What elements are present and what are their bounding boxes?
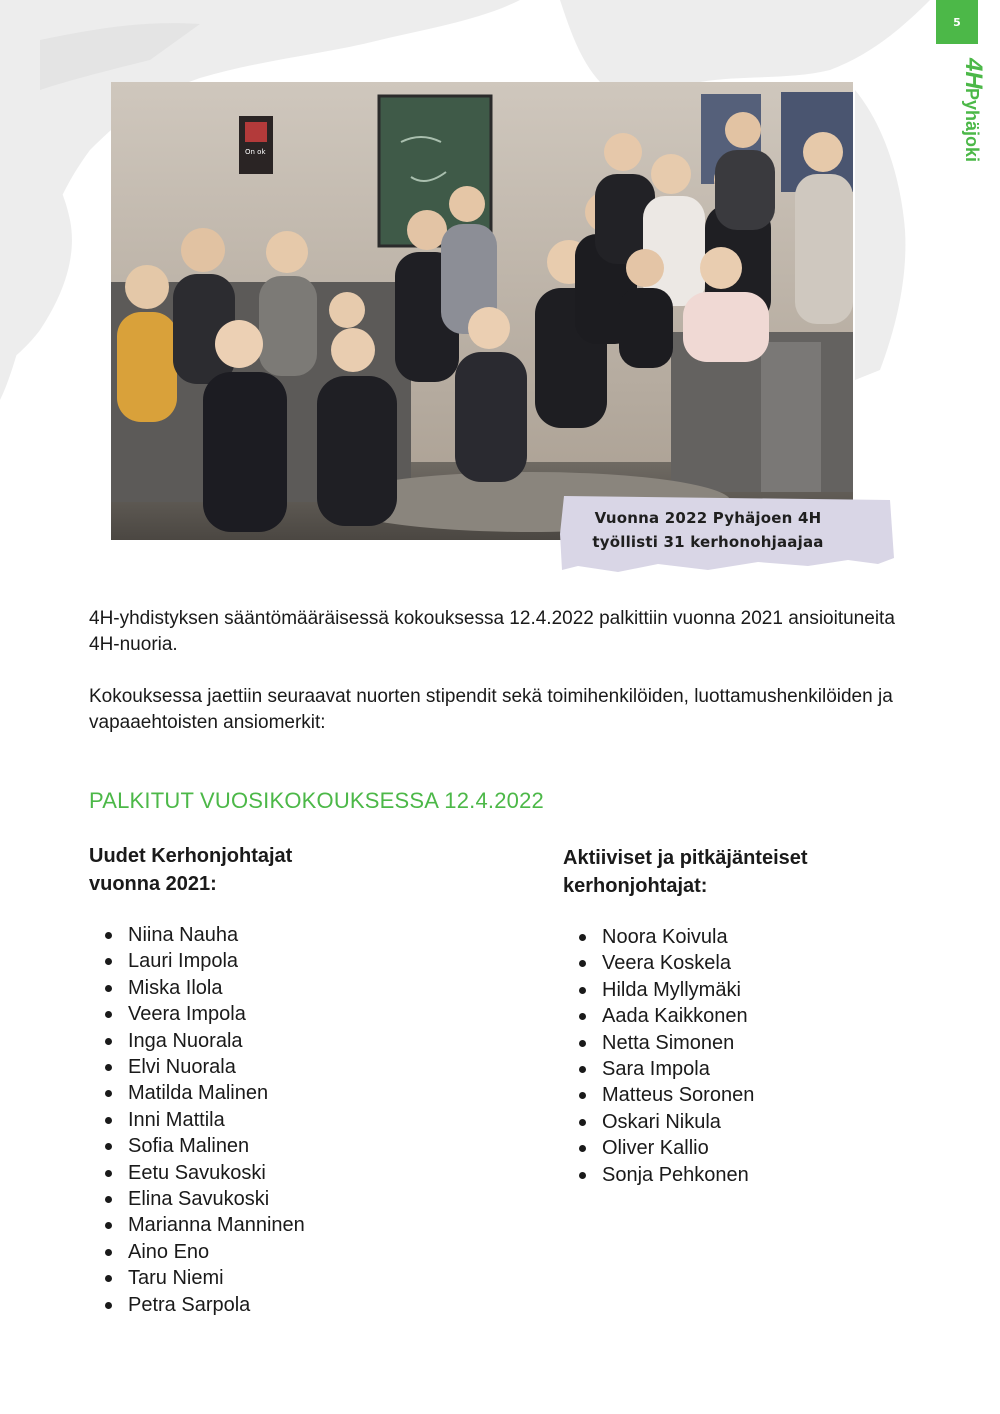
brand-name: Pyhäjoki: [962, 88, 982, 163]
list-item-name: Sonja Pehkonen: [602, 1163, 749, 1186]
list-item: [563, 977, 754, 1003]
bullet-icon: [105, 1249, 112, 1256]
list-item: [89, 922, 305, 948]
bullet-icon: [579, 934, 586, 941]
bullet-icon: [105, 958, 112, 965]
list-item-name: Miska Ilola: [128, 976, 223, 999]
bullet-icon: [105, 932, 112, 939]
bullet-icon: [105, 985, 112, 992]
list-item-name: Veera Koskela: [602, 952, 731, 975]
intro-text: [89, 606, 929, 762]
list-item: [89, 1265, 305, 1291]
list-item: [563, 1082, 754, 1108]
active-club-leaders-heading-line-1: Aktiiviset ja pitkäjänteiset: [563, 847, 808, 869]
active-club-leaders-heading-line-2: kerhonjohtajat:: [563, 875, 708, 897]
brand-logo: [930, 58, 987, 188]
list-item-name: Aada Kaikkonen: [602, 1005, 748, 1028]
bullet-icon: [579, 1013, 586, 1020]
list-item: [563, 950, 754, 976]
list-item-name: Eetu Savukoski: [128, 1161, 266, 1184]
list-item: [89, 975, 305, 1001]
list-item-name: Lauri Impola: [128, 950, 239, 973]
list-item-name: Noora Koivula: [602, 926, 728, 948]
list-item: [89, 1054, 305, 1080]
list-item-name: Elina Savukoski: [128, 1188, 270, 1211]
caption-line-2: työllisti 31 kerhonohjaajaa: [592, 533, 824, 551]
list-item: [89, 1239, 305, 1265]
list-item-name: Matteus Soronen: [602, 1084, 755, 1107]
bullet-icon: [579, 987, 586, 994]
new-club-leaders-column: [89, 842, 509, 1316]
list-item-name: Inni Mattila: [128, 1108, 225, 1131]
caption-line-1: Vuonna 2022 Pyhäjoen 4H: [594, 509, 822, 527]
new-club-leaders-heading: [89, 842, 509, 898]
bullet-icon: [579, 1040, 586, 1047]
list-item-name: Elvi Nuorala: [128, 1056, 236, 1079]
list-item-name: Sofia Malinen: [128, 1135, 250, 1158]
page-number: 5: [953, 15, 961, 29]
list-item: [563, 924, 754, 950]
list-item: [89, 1133, 305, 1159]
photo-caption: [558, 494, 896, 574]
bullet-icon: [105, 1064, 112, 1071]
bullet-icon: [579, 1092, 586, 1099]
list-item: [563, 1030, 754, 1056]
brand-mark: 4H: [960, 58, 987, 89]
list-item: [563, 1162, 754, 1188]
list-item-name: Marianna Manninen: [128, 1214, 305, 1237]
list-item-name: Oskari Nikula: [602, 1110, 721, 1133]
list-item-name: Petra Sarpola: [128, 1293, 251, 1316]
list-item: [89, 1212, 305, 1238]
list-item-name: Netta Simonen: [602, 1031, 735, 1054]
new-club-leaders-heading-line-2: vuonna 2021:: [89, 873, 217, 895]
list-item-name: Veera Impola: [128, 1003, 246, 1026]
list-item-name: Hilda Myllymäki: [602, 978, 741, 1001]
bullet-icon: [105, 1275, 112, 1282]
list-item-name: Oliver Kallio: [602, 1137, 709, 1160]
list-item: [89, 1292, 305, 1318]
list-item: [563, 1003, 754, 1029]
list-item-name: Sara Impola: [602, 1058, 710, 1081]
intro-paragraph-1: 4H-yhdistyksen sääntömääräisessä kokouksessa 12.4.2022 palkittiin vuonna 2021 ansioituneita 4H-nuoria.: [89, 608, 895, 655]
list-item: [89, 1028, 305, 1054]
list-item: [89, 1001, 305, 1027]
bullet-icon: [105, 1090, 112, 1097]
list-item: [563, 1056, 754, 1082]
bullet-icon: [105, 1117, 112, 1124]
list-item-name: Inga Nuorala: [128, 1029, 243, 1052]
bullet-icon: [105, 1222, 112, 1229]
bullet-icon: [579, 1119, 586, 1126]
list-item: [89, 1160, 305, 1186]
list-item: [89, 948, 305, 974]
active-club-leaders-heading: [563, 844, 963, 900]
group-photo-illustration: [111, 82, 853, 540]
list-item-name: Aino Eno: [128, 1240, 210, 1263]
list-item: [563, 1135, 754, 1161]
bullet-icon: [579, 1066, 586, 1073]
bullet-icon: [579, 960, 586, 967]
new-club-leaders-heading-line-1: Uudet Kerhonjohtajat: [89, 845, 293, 867]
list-item: [563, 1109, 754, 1135]
list-item: [89, 1107, 305, 1133]
bullet-icon: [579, 1172, 586, 1179]
active-club-leaders-column: [563, 844, 963, 1186]
bullet-icon: [105, 1143, 112, 1150]
bullet-icon: [105, 1196, 112, 1203]
bullet-icon: [579, 1145, 586, 1152]
group-photo: [111, 82, 853, 540]
list-item-name: Taru Niemi: [128, 1267, 224, 1290]
active-club-leaders-list: [563, 924, 754, 1188]
section-title: PALKITUT VUOSIKOKOUKSESSA 12.4.2022: [89, 788, 544, 813]
list-item-name: Matilda Malinen: [128, 1082, 269, 1105]
list-item: [89, 1080, 305, 1106]
new-club-leaders-list: [89, 922, 305, 1318]
bullet-icon: [105, 1170, 112, 1177]
list-item-name: Niina Nauha: [128, 924, 239, 946]
poster-text: On ok: [245, 148, 266, 156]
page-number-tab: [936, 0, 978, 44]
bullet-icon: [105, 1038, 112, 1045]
list-item: [89, 1186, 305, 1212]
intro-paragraph-2: Kokouksessa jaettiin seuraavat nuorten stipendit sekä toimihenkilöiden, luottamushenkilöiden ja vapaaehtoisten ansiomerkit:: [89, 686, 893, 733]
bullet-icon: [105, 1011, 112, 1018]
bullet-icon: [105, 1302, 112, 1309]
